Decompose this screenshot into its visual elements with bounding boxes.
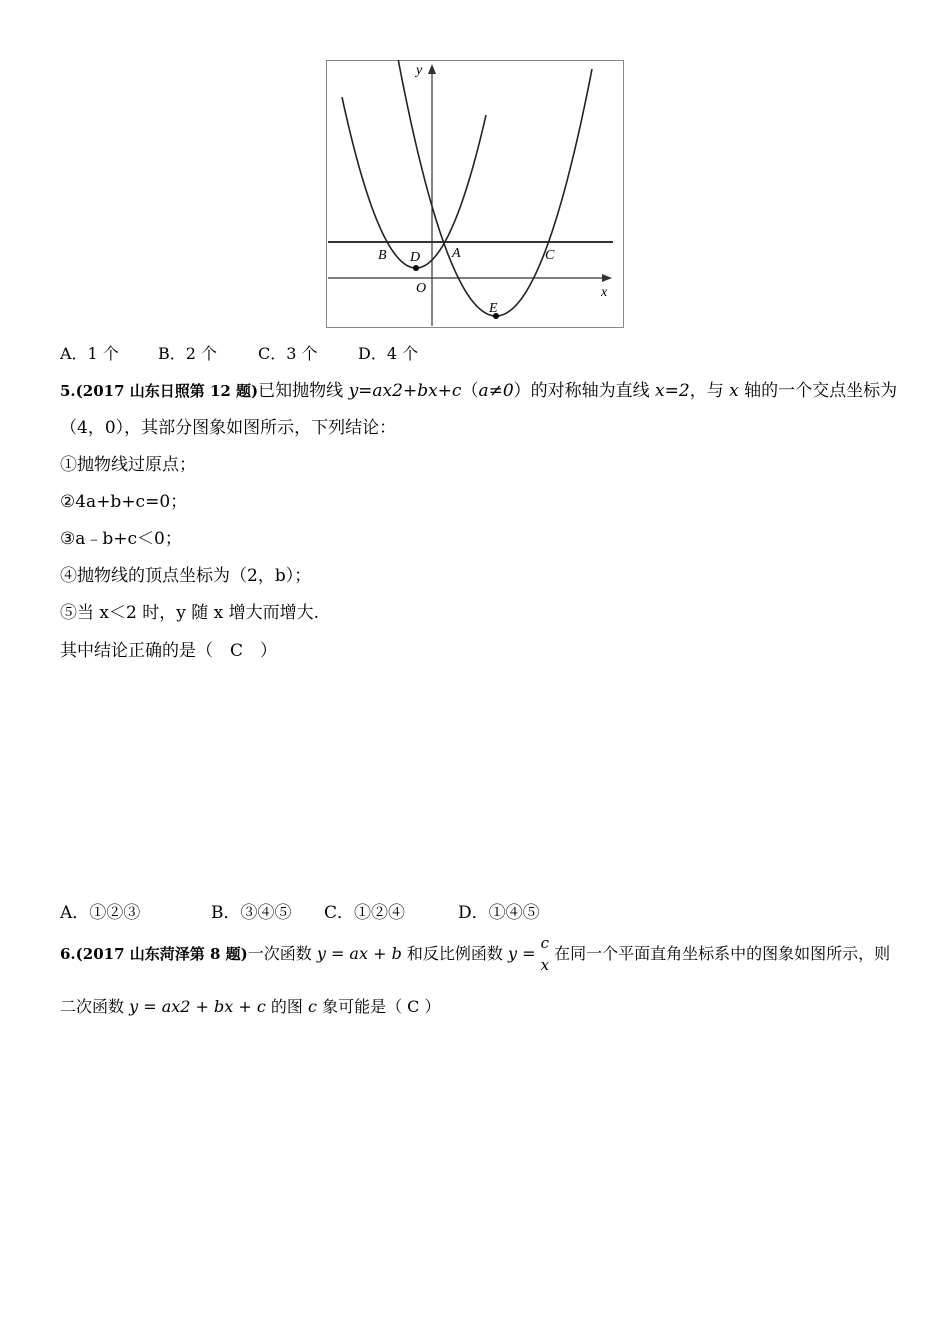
- q6-quadratic: y = ax2 + bx + c: [129, 997, 266, 1016]
- q6-text-c-var: c: [308, 997, 317, 1016]
- q5-item-4: ④抛物线的顶点坐标为（2，b）；: [60, 566, 312, 586]
- q6-fraction: [541, 936, 549, 973]
- q5-question: 其中结论正确的是（ C ）: [60, 641, 278, 661]
- q6-text-b: 和反比例函数: [401, 944, 508, 963]
- q5-stem-text-d: ，与: [689, 381, 730, 401]
- point-a-label: A: [452, 246, 461, 261]
- parabola-figure: [326, 60, 624, 328]
- parabola-graph: [326, 60, 624, 328]
- q5-option-c: C．①②④: [324, 903, 406, 923]
- q5-item-5: ⑤当 x＜2 时，y 随 x 增大而增大.: [60, 603, 320, 623]
- q6-text-d: 二次函数: [60, 997, 130, 1016]
- q6-fraction-denominator: x: [540, 956, 550, 974]
- q5-item-3: ③a﹣b+c＜0；: [60, 529, 182, 549]
- q6-text-e: 的图: [265, 997, 309, 1016]
- point-e-label: E: [489, 301, 498, 316]
- q4-option-b: B．2 个: [158, 344, 218, 363]
- q5-stem-text-a: 已知抛物线: [258, 381, 349, 401]
- q5-option-d: D．①④⑤: [458, 903, 540, 923]
- q6-recip-lhs: y =: [508, 944, 541, 963]
- q5-stem-line1: [60, 376, 897, 401]
- q6-text-c: 在同一个平面直角坐标系中的图象如图所示，则: [549, 944, 891, 963]
- point-d-label: D: [410, 250, 421, 265]
- q5-option-a: A．①②③: [60, 903, 141, 923]
- q6-stem-line1: [60, 936, 890, 973]
- q4-option-d: D．4 个: [358, 344, 419, 363]
- q5-condition: a≠0: [478, 381, 514, 401]
- q5-item-1: ①抛物线过原点；: [60, 455, 196, 475]
- point-c-label: C: [545, 248, 555, 263]
- point-b-label: B: [378, 248, 387, 263]
- q5-stem-text-e: 轴的一个交点坐标为: [738, 381, 898, 401]
- origin-label: O: [416, 281, 427, 296]
- q5-option-b: B．③④⑤: [211, 903, 292, 923]
- q4-option-a: A．1 个: [60, 344, 119, 363]
- q6-source: 6.(2017 山东菏泽第 8 题): [60, 945, 248, 963]
- q6-text-f: 象可能是（ C ）: [317, 997, 441, 1016]
- figure-border: [327, 61, 624, 328]
- q5-stem-text-b: （: [461, 381, 479, 401]
- q6-text-a: 一次函数: [247, 944, 317, 963]
- q5-stem-line2: （4，0），其部分图象如图所示，下列结论：: [60, 418, 397, 438]
- x-label: x: [601, 285, 608, 300]
- q5-xvar: x: [729, 381, 739, 401]
- point-d: [413, 265, 419, 271]
- q5-item-2: ②4a+b+c=0；: [60, 492, 188, 512]
- q4-option-c: C．3 个: [258, 344, 318, 363]
- q5-stem-text-c: ）的对称轴为直线: [513, 381, 656, 401]
- q5-formula: y=ax2+bx+c: [348, 381, 462, 401]
- y-label: y: [416, 63, 423, 78]
- q5-source: 5.(2017 山东日照第 12 题): [60, 382, 259, 400]
- q5-axis: x=2: [655, 381, 690, 401]
- q6-stem-line2: [60, 994, 441, 1017]
- q6-linear-function: y = ax + b: [316, 944, 402, 963]
- q6-fraction-numerator: c: [540, 934, 550, 952]
